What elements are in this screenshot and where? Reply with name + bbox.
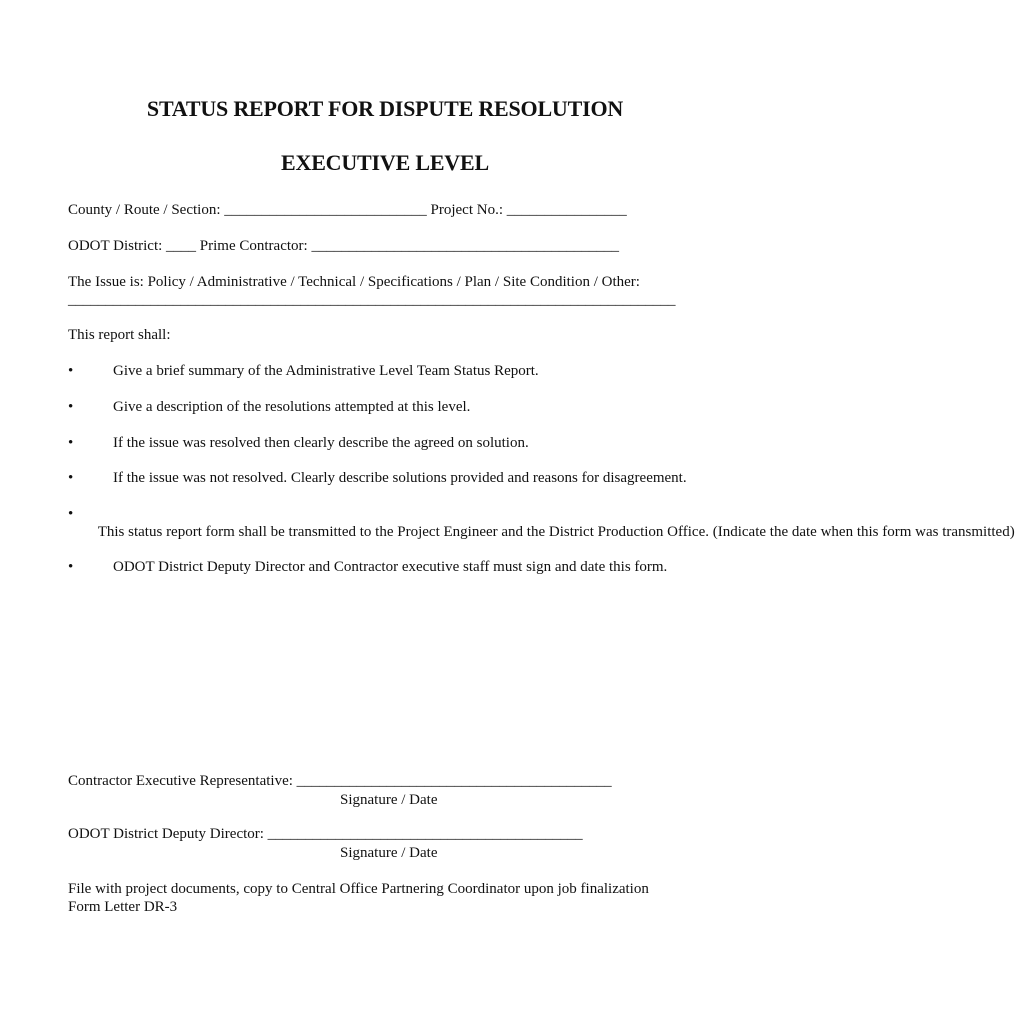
- list-item: [68, 505, 1015, 541]
- contractor-signature-caption: Signature / Date: [340, 792, 438, 808]
- bullet-icon: •: [68, 470, 74, 486]
- bullet-icon: •: [68, 559, 74, 575]
- deputy-director-signature-caption: Signature / Date: [340, 845, 438, 861]
- list-item-text: Give a brief summary of the Administrative Level Team Status Report.: [113, 363, 539, 379]
- list-item-text: ODOT District Deputy Director and Contractor executive staff must sign and date this form.: [113, 559, 668, 575]
- list-item-text: If the issue was not resolved. Clearly describe solutions provided and reasons for disagreement.: [113, 470, 687, 486]
- list-item-text: This status report form shall be transmitted to the Project Engineer and the District Production Office. (Indicate the date when this form was transmitted): [68, 524, 1015, 540]
- bullet-icon: •: [68, 399, 74, 415]
- bullet-icon: •: [68, 506, 74, 522]
- list-item-text: Give a description of the resolutions attempted at this level.: [113, 399, 471, 415]
- district-contractor-field: ODOT District: ____ Prime Contractor: _________________________________________: [68, 238, 619, 254]
- bullet-icon: •: [68, 435, 74, 451]
- issue-blank-line: _________________________________________________________________________________: [68, 292, 676, 308]
- document-title: STATUS REPORT FOR DISPUTE RESOLUTION: [146, 96, 624, 121]
- list-item-text: If the issue was resolved then clearly describe the agreed on solution.: [113, 435, 529, 451]
- issue-type-field: The Issue is: Policy / Administrative / Technical / Specifications / Plan / Site Condition / Other:: [68, 274, 640, 290]
- county-route-section-field: County / Route / Section: ___________________________ Project No.: ________________: [68, 202, 627, 218]
- bullet-icon: •: [68, 363, 74, 379]
- deputy-director-signature-field: ODOT District Deputy Director: __________________________________________: [68, 826, 583, 842]
- report-intro: This report shall:: [68, 327, 171, 343]
- contractor-signature-field: Contractor Executive Representative: __________________________________________: [68, 773, 612, 789]
- form-id: Form Letter DR-3: [68, 899, 178, 915]
- document-subtitle: EXECUTIVE LEVEL: [281, 150, 489, 175]
- filing-instructions: File with project documents, copy to Central Office Partnering Coordinator upon job finalization: [68, 881, 649, 897]
